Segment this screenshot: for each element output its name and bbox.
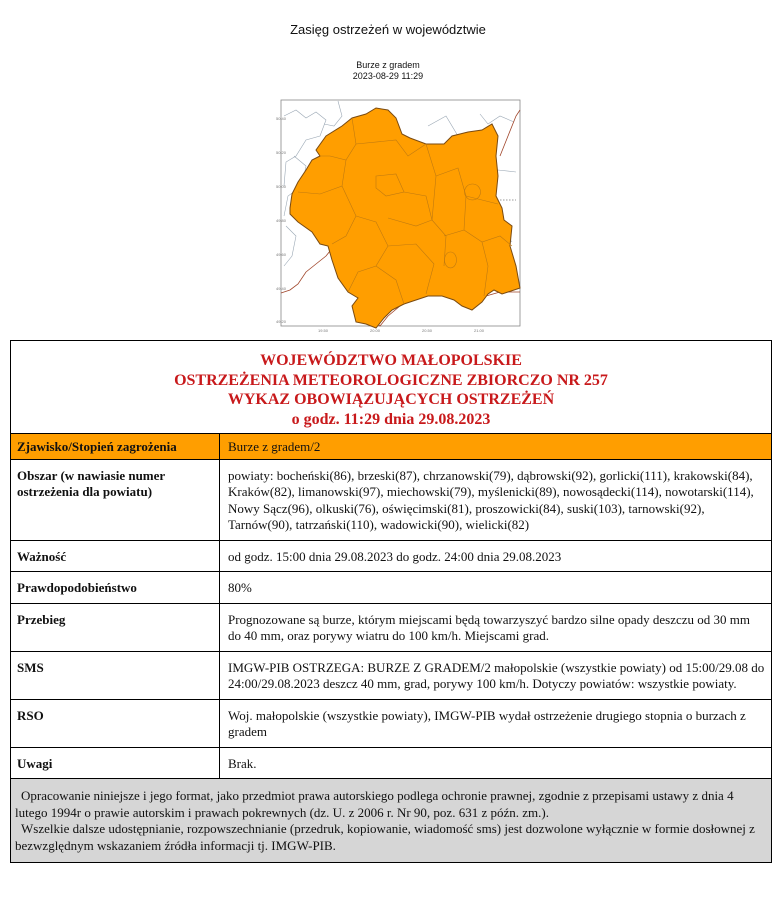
row-label: Prawdopodobieństwo: [11, 572, 220, 604]
svg-text:50.40: 50.40: [276, 116, 287, 121]
svg-text:21.00: 21.00: [474, 328, 485, 332]
svg-text:49.80: 49.80: [276, 218, 287, 223]
row-value: powiaty: bocheński(86), brzeski(87), chrzanowski(79), dąbrowski(92), gorlicki(111), krakowski(84), Kraków(82), limanowski(97), miechowski(79), myślenicki(89), nowosądecki(114), nowotarski(114), Nowy Sącz(96), olkuski(76), oświęcimski(81), proszowicki(84), suski(103), tarnowski(92), Tarnów(90), tatrzański(110), wadowicki(90), wielicki(82): [220, 459, 772, 540]
row-label: Przebieg: [11, 603, 220, 651]
row-value: Woj. małopolskie (wszystkie powiaty), IMGW-PIB wydał ostrzeżenie drugiego stopnia o burzach z gradem: [220, 699, 772, 747]
row-label: Obszar (w nawiasie numer ostrzeżenia dla powiatu): [11, 459, 220, 540]
svg-text:20.00: 20.00: [370, 328, 381, 332]
map-subtitle: [0, 60, 776, 82]
warning-table: [11, 433, 771, 778]
row-value: Brak.: [220, 747, 772, 778]
row-label: Zjawisko/Stopień zagrożenia: [11, 434, 220, 460]
svg-text:49.60: 49.60: [276, 252, 287, 257]
warning-map: [276, 96, 522, 332]
table-row-area: [11, 459, 771, 540]
table-row-rso: [11, 699, 771, 747]
row-value: IMGW-PIB OSTRZEGA: BURZE Z GRADEM/2 małopolskie (wszystkie powiaty) od 15:00/29.08 do 24:00/29.08.2023 deszcz 40 mm, grad, porywy 100 km/h. Dotyczy powiatów: wszystkie powiaty.: [220, 651, 772, 699]
table-row-phenomenon: [11, 434, 771, 460]
copyright-notice: Opracowanie niniejsze i jego format, jako przedmiot prawa autorskiego podlega ochronie prawnej, zgodnie z przepisami ustawy z dnia 4 lutego 1994r o prawie autorskim i prawach pokrewnych (dz. U. z 2006 r. Nr 90, poz. 631 z późn. zm.).: [15, 788, 734, 820]
row-label: Uwagi: [11, 747, 220, 778]
svg-text:49.20: 49.20: [276, 319, 287, 324]
table-row-validity: [11, 540, 771, 572]
table-row-course: [11, 603, 771, 651]
table-row-sms: [11, 651, 771, 699]
svg-text:50.00: 50.00: [276, 184, 287, 189]
row-label: RSO: [11, 699, 220, 747]
map-phenomenon: Burze z gradem: [356, 60, 420, 70]
table-row-remarks: [11, 747, 771, 778]
copyright-footer: [11, 778, 771, 862]
warning-report: [10, 340, 772, 863]
report-header: [11, 341, 771, 433]
svg-text:49.40: 49.40: [276, 286, 287, 291]
row-label: Ważność: [11, 540, 220, 572]
row-value: Burze z gradem/2: [220, 434, 772, 460]
report-list-title: WYKAZ OBOWIĄZUJĄCYCH OSTRZEŻEŃ: [227, 391, 555, 408]
map-title: Zasięg ostrzeżeń w województwie: [290, 22, 486, 37]
row-value: Prognozowane są burze, którym miejscami będą towarzyszyć bardzo silne opady deszczu od 30 mm do 40 mm, oraz porywy wiatru do 100 km/h. Miejscami grad.: [220, 603, 772, 651]
redistribution-notice: Wszelkie dalsze udostępnianie, rozpowszechnianie (przedruk, kopiowanie, wiadomość sms) jest dozwolone wyłącznie w formie dosłownej z bezwzględnym wskazaniem źródła informacji tj. IMGW-PIB.: [15, 821, 755, 853]
map-timestamp: 2023-08-29 11:29: [352, 71, 424, 81]
svg-text:20.50: 20.50: [422, 328, 433, 332]
row-label: SMS: [11, 651, 220, 699]
svg-text:50.20: 50.20: [276, 150, 287, 155]
svg-text:19.50: 19.50: [318, 328, 329, 332]
row-value: 80%: [220, 572, 772, 604]
row-value: od godz. 15:00 dnia 29.08.2023 do godz. 24:00 dnia 29.08.2023: [220, 540, 772, 572]
report-region-title: WOJEWÓDZTWO MAŁOPOLSKIE: [260, 352, 522, 369]
table-row-probability: [11, 572, 771, 604]
report-issue-time: o godz. 11:29 dnia 29.08.2023: [291, 410, 491, 428]
report-warning-number: OSTRZEŻENIA METEOROLOGICZNE ZBIORCZO NR 257: [174, 371, 608, 389]
